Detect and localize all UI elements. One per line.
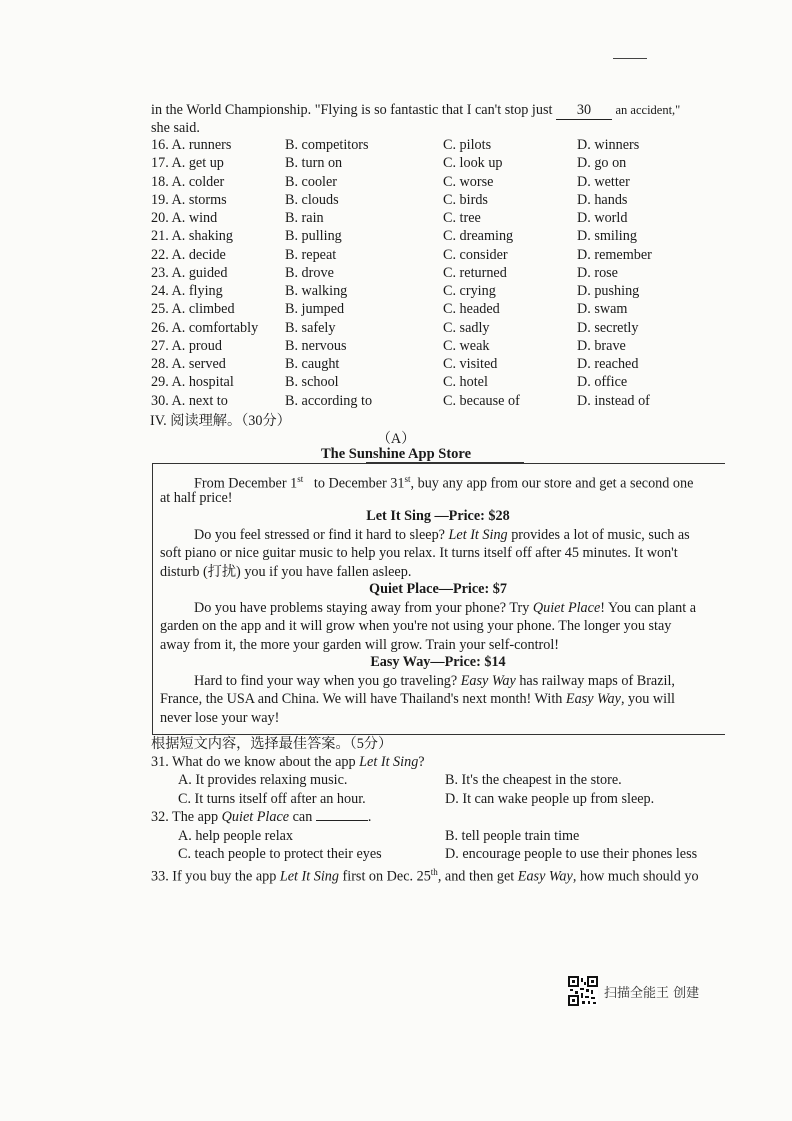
option-row bbox=[151, 192, 751, 210]
option-row bbox=[151, 137, 751, 155]
option-b: B. walking bbox=[285, 283, 348, 299]
option-row bbox=[151, 320, 751, 338]
option-c: C. returned bbox=[443, 264, 507, 281]
qr-code-icon bbox=[568, 976, 598, 1006]
option-row bbox=[151, 228, 751, 246]
q31-option-a: A. It provides relaxing music. bbox=[178, 772, 348, 788]
option-d: D. winners bbox=[577, 137, 640, 153]
scanner-watermark bbox=[568, 976, 699, 1006]
option-d: D. pushing bbox=[577, 283, 640, 299]
option-d: D. secretly bbox=[577, 319, 639, 336]
option-d: D. smiling bbox=[577, 228, 637, 245]
q32-option-d: D. encourage people to use their phones less bbox=[445, 846, 698, 862]
q31-option-b: B. It's the cheapest in the store. bbox=[445, 772, 622, 788]
option-b: B. rain bbox=[285, 210, 324, 226]
option-d: D. go on bbox=[577, 155, 627, 172]
option-c: C. because of bbox=[443, 392, 520, 409]
option-c: C. sadly bbox=[443, 319, 490, 336]
q32-option-c: C. teach people to protect their eyes bbox=[178, 846, 382, 862]
option-row bbox=[151, 283, 751, 301]
app-title-quiet-place: Quiet Place—Price: $7 bbox=[369, 581, 507, 597]
option-n: 21. A. shaking bbox=[151, 228, 233, 245]
passage-intro: From December 1st to December 31st, buy any app from our store and get a second one bbox=[194, 474, 694, 492]
answer-blank-30: 30 bbox=[556, 101, 612, 120]
watermark-text: 扫描全能王 创建 bbox=[604, 985, 700, 1001]
option-d: D. brave bbox=[577, 337, 626, 354]
option-d: D. swam bbox=[577, 301, 628, 318]
option-c: C. crying bbox=[443, 283, 496, 299]
intro-line-1: in the World Championship. "Flying is so fantastic that I can't stop just 30 an accident," bbox=[151, 102, 681, 118]
option-c: C. tree bbox=[443, 210, 481, 226]
option-c: C. birds bbox=[443, 191, 488, 208]
option-c: C. hotel bbox=[443, 374, 488, 391]
option-n: 25. A. climbed bbox=[151, 301, 235, 318]
option-n: 22. A. decide bbox=[151, 246, 226, 263]
option-b: B. safely bbox=[285, 319, 336, 336]
option-b: B. drove bbox=[285, 264, 334, 281]
option-n: 27. A. proud bbox=[151, 337, 222, 354]
option-d: D. hands bbox=[577, 191, 628, 208]
option-n: 18. A. colder bbox=[151, 173, 225, 190]
option-b: B. cooler bbox=[285, 173, 338, 190]
option-n: 20. A. wind bbox=[151, 210, 218, 226]
option-b: B. caught bbox=[285, 356, 340, 372]
option-n: 17. A. get up bbox=[151, 155, 224, 172]
option-d: D. wetter bbox=[577, 173, 630, 190]
option-row bbox=[151, 374, 751, 392]
question-32: 32. The app Quiet Place can . bbox=[151, 809, 372, 825]
option-n: 16. A. runners bbox=[151, 137, 232, 153]
option-row bbox=[151, 174, 751, 192]
app-title-let-it-sing: Let It Sing —Price: $28 bbox=[366, 508, 510, 524]
option-row bbox=[151, 265, 751, 283]
option-b: B. clouds bbox=[285, 191, 339, 208]
option-row bbox=[151, 210, 751, 228]
option-n: 30. A. next to bbox=[151, 392, 228, 409]
option-n: 29. A. hospital bbox=[151, 374, 234, 391]
option-c: C. consider bbox=[443, 246, 508, 263]
option-d: D. rose bbox=[577, 264, 618, 281]
question-31: 31. What do we know about the app Let It Sing? bbox=[151, 754, 425, 770]
option-c: C. headed bbox=[443, 301, 500, 318]
option-c: C. weak bbox=[443, 337, 490, 354]
option-n: 28. A. served bbox=[151, 356, 226, 372]
option-row bbox=[151, 338, 751, 356]
option-b: B. turn on bbox=[285, 155, 343, 172]
question-33: 33. If you buy the app Let It Sing first on Dec. 25th, and then get Easy Way, how much should yo bbox=[151, 867, 699, 885]
questions-instruction: 根据短文内容，选择最佳答案。（5分） bbox=[151, 736, 393, 752]
option-d: D. instead of bbox=[577, 392, 650, 409]
option-b: B. pulling bbox=[285, 228, 342, 245]
section-title: IV. 阅读理解。（30分） bbox=[150, 413, 291, 429]
intro-line-2: she said. bbox=[151, 120, 200, 136]
option-row bbox=[151, 356, 751, 374]
option-row bbox=[151, 301, 751, 319]
option-row bbox=[151, 393, 751, 411]
exam-page: in the World Championship. "Flying is so fantastic that I can't stop just 30 an accident," she said. 16. A. runners B. competitors C. pilots D. winners 17. A. get up B. turn on C. look up D. go on 18. A. colder B. cooler C. worse D. wetter 19. A. storms B. clouds C. birds D. hands 20. A. wind B. rain C. tree D. world 21. A. shaking B. pulling C. dreaming D. smiling 22. A. decide B. repeat C. consider D. remember 23. A. guided B. drove C. returned D. rose 24. A. flying B. walking C. crying D. pushing 25. A. climbed B. jumped C. headed D. swam 26. A. comfortably B. safely C. sadly D. secretly 27. A. proud B. nervous C. weak D. brave 28. A. served B. caught C. visited D. reached 29. A. hospital B. school C. hotel D. office 30. A. next to B. according to C. because of D. instead of IV. 阅读理解。（30分） （A） The Sunshine App Store From December 1st to December 31st, buy any app from our store and get a second one at half price! Let It Sing —Price: $28 Do you feel stressed or find it hard to sleep? Let It Sing provides a lot of music, such as soft piano or nice guitar music to help you relax. It turns itself off after 45 minutes. It won't disturb (打扰) you if you have fallen asleep. Quiet Place—Price: $7 Do you have problems staying away from your phone? Try Quiet Place! You can plant a garden on the app and it will grow when you're not using your phone. The longer you stay away from it, the more your garden will grow. Train your self-control! Easy Way—Price: $14 Hard to find your way when you go traveling? Easy Way has railway maps of Brazil, France, the USA and China. We will have Thailand's next month! With Easy Way, you will never lose your way! 根据短文内容，选择最佳答案。（5分） 31. What do we know about the app Let It Sing? A. It provides relaxing music. B. It's the cheapest in the store. C. It turns itself off after an hour. D. It can wake people up from sleep. 32. The app Quiet Place can . A. help people relax B. tell people train time C. teach people to protect their eyes D. encourage people to use their phones less 33. If you buy the app Let It Sing first on Dec. 25th, and then get Easy Way, how much should yo 扫描全能王 创建 bbox=[0, 0, 792, 1121]
store-title: The Sunshine App Store bbox=[320, 446, 472, 462]
q32-option-b: B. tell people train time bbox=[445, 828, 580, 844]
option-d: D. world bbox=[577, 210, 628, 226]
option-b: B. nervous bbox=[285, 337, 347, 354]
option-b: B. jumped bbox=[285, 301, 345, 318]
option-c: C. worse bbox=[443, 173, 494, 190]
option-d: D. office bbox=[577, 374, 628, 391]
option-row bbox=[151, 247, 751, 265]
option-c: C. pilots bbox=[443, 137, 492, 153]
option-b: B. repeat bbox=[285, 246, 337, 263]
option-row bbox=[151, 155, 751, 173]
option-b: B. according to bbox=[285, 392, 373, 409]
option-c: C. dreaming bbox=[443, 228, 514, 245]
option-b: B. school bbox=[285, 374, 339, 391]
q31-option-d: D. It can wake people up from sleep. bbox=[445, 791, 655, 807]
app-title-easy-way: Easy Way—Price: $14 bbox=[370, 654, 506, 670]
top-mark bbox=[613, 58, 647, 59]
option-b: B. competitors bbox=[285, 137, 369, 153]
option-n: 19. A. storms bbox=[151, 191, 227, 208]
option-c: C. visited bbox=[443, 356, 498, 372]
q32-option-a: A. help people relax bbox=[178, 828, 294, 844]
part-label: （A） bbox=[376, 431, 416, 447]
option-n: 24. A. flying bbox=[151, 283, 223, 299]
option-d: D. remember bbox=[577, 246, 652, 263]
q31-option-c: C. It turns itself off after an hour. bbox=[178, 791, 366, 807]
option-n: 26. A. comfortably bbox=[151, 319, 259, 336]
option-c: C. look up bbox=[443, 155, 503, 172]
option-d: D. reached bbox=[577, 356, 639, 372]
option-n: 23. A. guided bbox=[151, 264, 228, 281]
